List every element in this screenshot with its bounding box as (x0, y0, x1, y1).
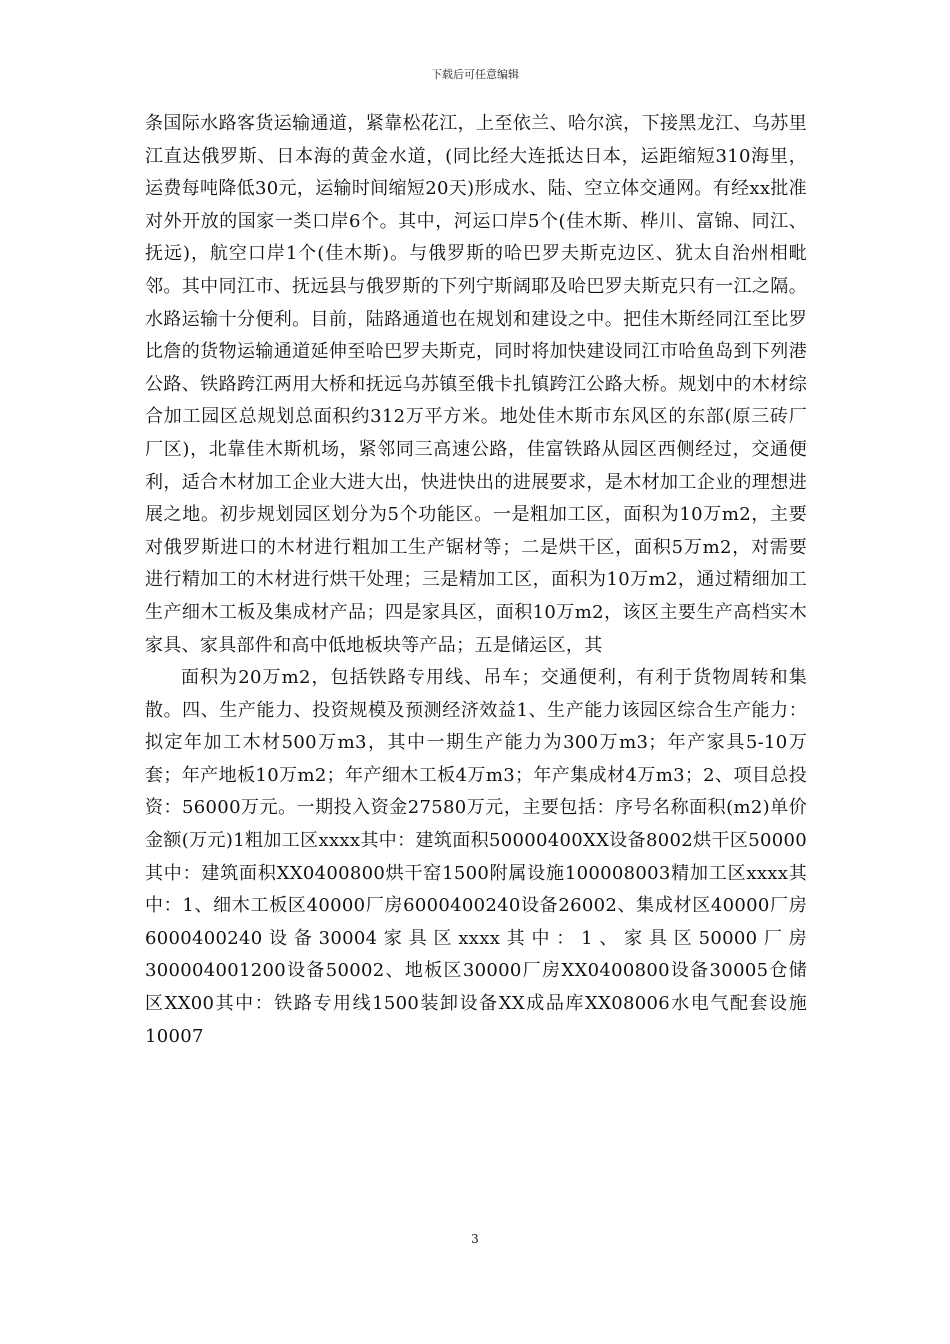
page-number: 3 (471, 1232, 479, 1246)
document-body (145, 108, 807, 1053)
page-header: 下载后可任意编辑 (431, 68, 519, 81)
body-paragraph: 条国际水路客货运输通道，紧靠松花江，上至依兰、哈尔滨，下接黑龙江、乌苏里江直达俄罗斯、日本海的黄金水道，(同比经大连抵达日本，运距缩短310海里，运费每吨降低30元，运输时间缩短20天)形成水、陆、空立体交通网。有经xx批准对外开放的国家一类口岸6个。其中，河运口岸5个(佳木斯、桦川、富锦、同江、抚远)，航空口岸1个(佳木斯)。与俄罗斯的哈巴罗夫斯克边区、犹太自治州相毗邻。其中同江市、抚远县与俄罗斯的下列宁斯阔耶及哈巴罗夫斯克只有一江之隔。水路运输十分便利。目前，陆路通道也在规划和建设之中。把佳木斯经同江至比罗比詹的货物运输通道延伸至哈巴罗夫斯克，同时将加快建设同江市哈鱼岛到下列港公路、铁路跨江两用大桥和抚远乌苏镇至俄卡扎镇跨江公路大桥。规划中的木材综合加工园区总规划总面积约312万平方米。地处佳木斯市东风区的东部(原三砖厂厂区)，北靠佳木斯机场，紧邻同三高速公路，佳富铁路从园区西侧经过，交通便利，适合木材加工企业大进大出，快进快出的进展要求，是木材加工企业的理想进展之地。初步规划园区划分为5个功能区。一是粗加工区，面积为10万m2，主要对俄罗斯进口的木材进行粗加工生产锯材等；二是烘干区，面积5万m2，对需要进行精加工的木材进行烘干处理；三是精加工区，面积为10万m2，通过精细加工生产细木工板及集成材产品；四是家具区，面积10万m2，该区主要生产高档实木家具、家具部件和高中低地板块等产品；五是储运区，其 (145, 113, 807, 656)
body-paragraph: 面积为20万m2，包括铁路专用线、吊车；交通便利，有利于货物周转和集散。四、生产能力、投资规模及预测经济效益1、生产能力该园区综合生产能力：拟定年加工木材500万m3，其中一期生产能力为300万m3；年产家具5-10万套；年产地板10万m2；年产细木工板4万m3；年产集成材4万m3；2、项目总投资：56000万元。一期投入资金27580万元，主要包括：序号名称面积(m2)单价金额(万元)1粗加工区xxxx其中：建筑面积50000400XX设备8002烘干区50000其中：建筑面积XX0400800烘干窑1500附属设施100008003精加工区xxxx其中：1、细木工板区40000厂房6000400240设备26002、集成材区40000厂房6000400240设备30004家具区xxxx其中：1、家具区50000厂房300004001200设备50002、地板区30000厂房XX0400800设备30005仓储区XX00其中：铁路专用线1500装卸设备XX成品库XX08006水电气配套设施10007 (145, 667, 807, 1047)
